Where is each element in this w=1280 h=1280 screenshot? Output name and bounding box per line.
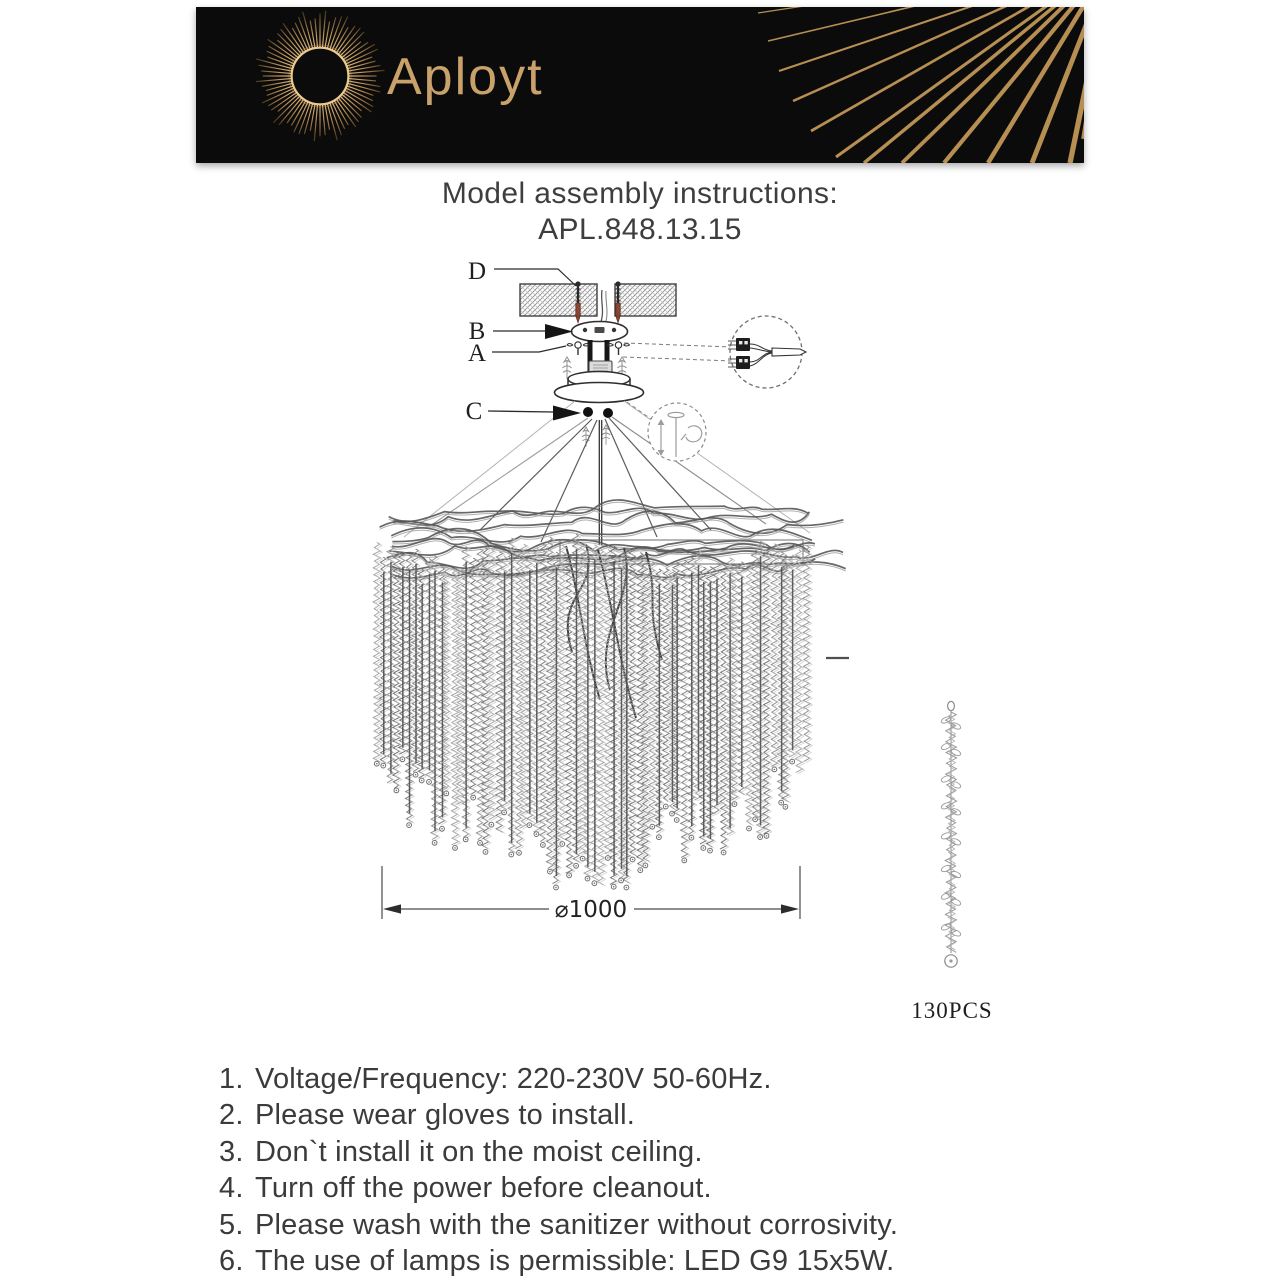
ceiling-mount xyxy=(520,281,676,327)
detail-circle xyxy=(648,403,706,461)
crystal-strand-sample xyxy=(940,701,961,967)
pcs-count-label: 130PCS xyxy=(911,998,993,1023)
instruction-item: 1. Voltage/Frequency: 220-230V 50-60Hz. xyxy=(219,1062,772,1095)
label-d: D xyxy=(467,258,487,285)
chandelier-body xyxy=(373,500,846,890)
label-b: B xyxy=(468,318,486,345)
instruction-item: 5. Please wash with the sanitizer without corrosivity. xyxy=(219,1208,899,1241)
dimension-line xyxy=(382,866,800,923)
instruction-item: 4. Turn off the power before cleanout. xyxy=(219,1172,712,1205)
callout-labels xyxy=(466,258,581,425)
wing-screw-right xyxy=(608,342,630,355)
strand-knob xyxy=(583,407,593,417)
strand-knob xyxy=(603,408,613,418)
instructions-list xyxy=(219,1061,898,1280)
model-number: APL.848.13.15 xyxy=(538,213,742,246)
instruction-item: 3. Don`t install it on the moist ceiling. xyxy=(219,1135,703,1168)
page-title: Model assembly instructions: xyxy=(441,177,839,210)
hand-detail xyxy=(627,402,706,461)
wing-screw-left xyxy=(567,342,589,355)
label-a: A xyxy=(467,340,487,367)
diameter-label: ⌀1000 xyxy=(554,897,628,923)
instruction-item: 2. Please wear gloves to install. xyxy=(219,1099,635,1132)
instruction-item: 6. The use of lamps is permissible: LED G9 15x5W. xyxy=(219,1245,895,1278)
brand-name: Aployt xyxy=(387,48,544,106)
label-c: C xyxy=(465,398,483,425)
wire-connector-detail xyxy=(623,316,806,388)
canopy xyxy=(555,361,644,418)
